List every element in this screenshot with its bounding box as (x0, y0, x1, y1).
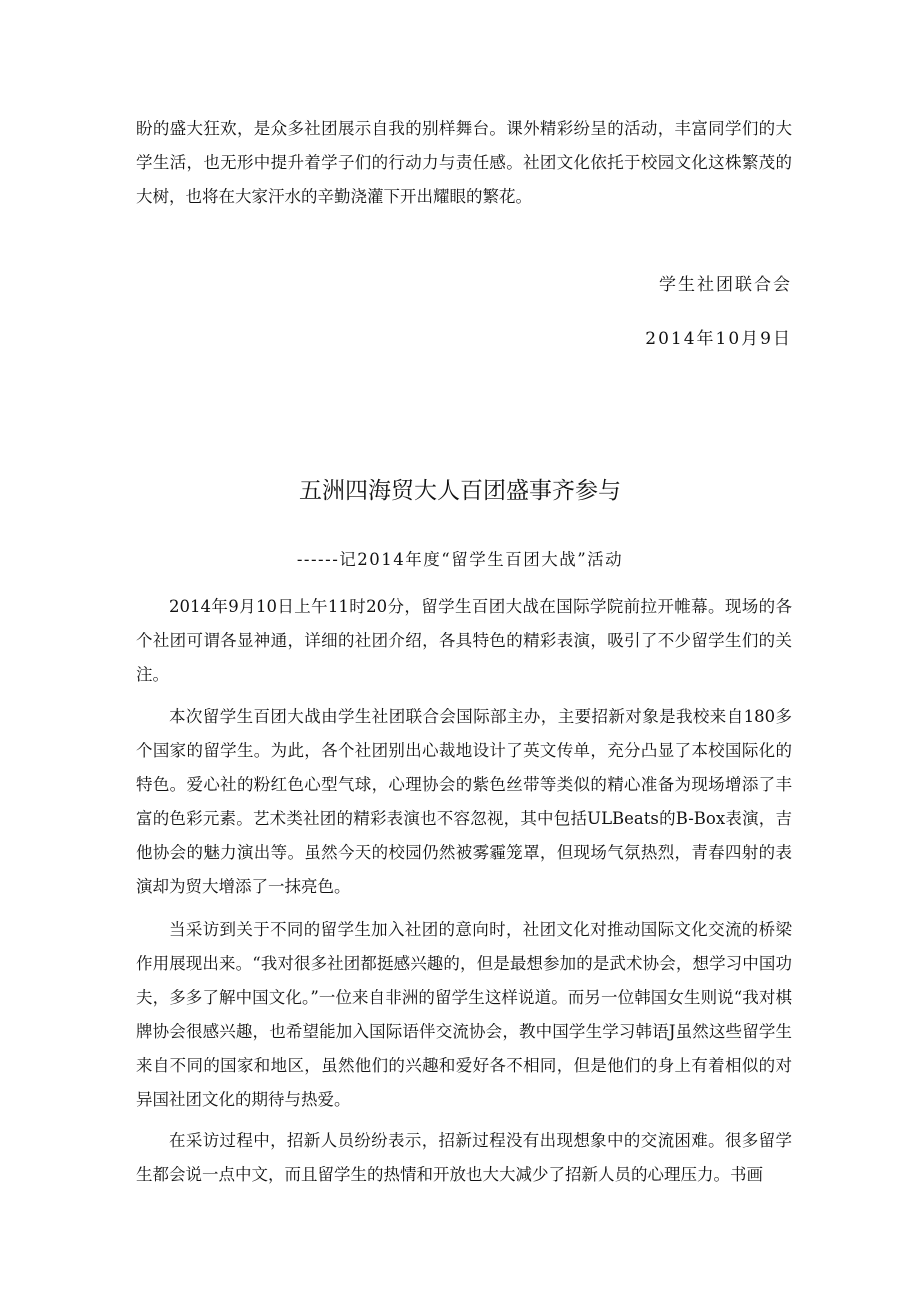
article-subtitle: ------记2014年度“留学生百团大战”活动 (296, 550, 624, 569)
article-title: 五洲四海贸大人百团盛事齐参与 (299, 478, 621, 504)
article-paragraph-3: 当采访到关于不同的留学生加入社团的意向时，社团文化对推动国际文化交流的桥梁作用展现出来。“我对很多社团都挺感兴趣的，但是最想参加的是武术协会，想学习中国功夫，多多了解中国文化。”一位来自非洲的留学生这样说道。而另一位韩国女生则说“我对棋牌协会很感兴趣，也希望能加入国际语伴交流协会，教中国学生学习韩语J虽然这些留学生来自不同的国家和地区，虽然他们的兴趣和爱好各不相同，但是他们的身上有着相似的对异国社团文化的期待与热爱。 (136, 920, 792, 1109)
signature-organization: 学生社团联合会 (659, 275, 792, 295)
article-paragraph-2: 本次留学生百团大战由学生社团联合会国际部主办，主要招新对象是我校来自180多个国家的留学生。为此，各个社团别出心裁地设计了英文传单，充分凸显了本校国际化的特色。爱心社的粉红色心型气球，心理协会的紫色丝带等类似的精心准备为现场增添了丰富的色彩元素。艺术类社团的精彩表演也不容忽视，其中包括ULBeats的B-Box表演，吉他协会的魅力演出等。虽然今天的校园仍然被雾霾笼罩，但现场气氛热烈，青春四射的表演却为贸大增添了一抹亮色。 (136, 707, 792, 896)
article-paragraph-1: 2014年9月10日上午11时20分，留学生百团大战在国际学院前拉开帷幕。现场的各个社团可谓各显神通，详细的社团介绍，各具特色的精彩表演，吸引了不少留学生们的关注。 (136, 597, 792, 684)
prev-article-closing-paragraph: 盼的盛大狂欢，是众多社团展示自我的别样舞台。课外精彩纷呈的活动，丰富同学们的大学生活，也无形中提升着学子们的行动力与责任感。社团文化依托于校园文化这株繁茂的大树，也将在大家汗水的辛勤浇灌下开出耀眼的繁花。 (136, 119, 792, 206)
signature-date: 2014年10月9日 (645, 329, 792, 349)
article-paragraph-4: 在采访过程中，招新人员纷纷表示，招新过程没有出现想象中的交流困难。很多留学生都会说一点中文，而且留学生的热情和开放也大大减少了招新人员的心理压力。书画 (136, 1131, 792, 1184)
